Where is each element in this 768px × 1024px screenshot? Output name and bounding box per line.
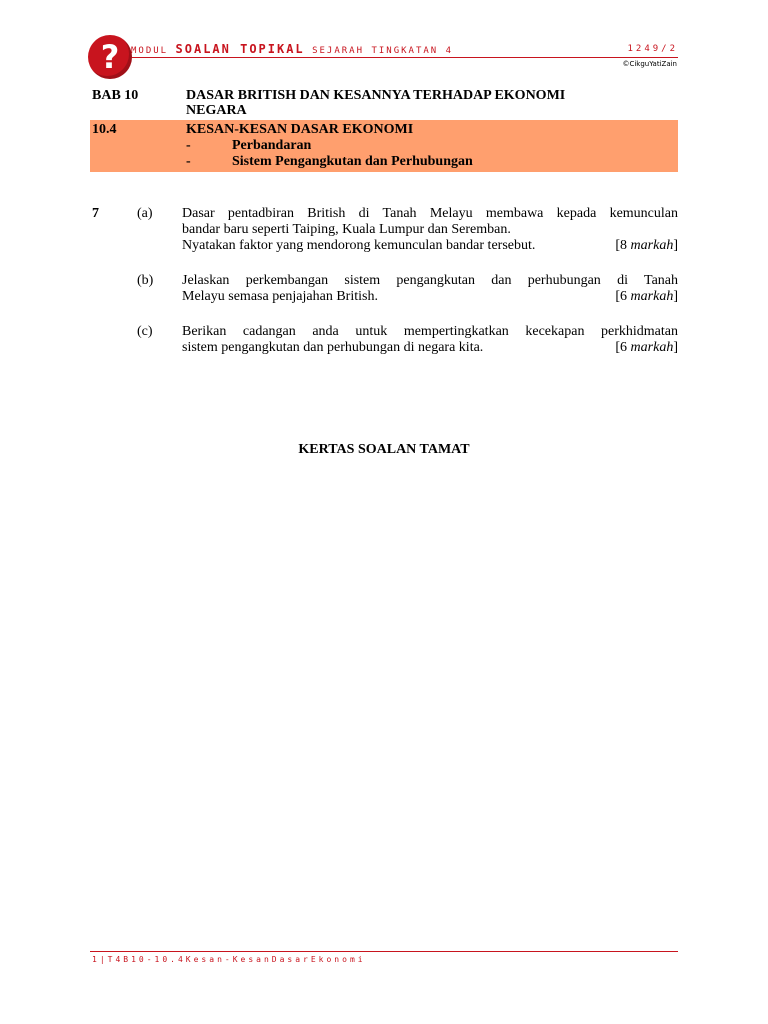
series-main-title: SOALAN TOPIKAL	[175, 42, 305, 56]
part-text-line	[182, 289, 678, 305]
part-text-line: Jelaskan perkembangan sistem pengangkutan dan perhubungan di Tanah	[182, 273, 678, 288]
chapter-title	[186, 88, 656, 118]
part-text-line	[182, 340, 678, 356]
series-subject: SEJARAH TINGKATAN 4	[312, 46, 454, 56]
section-highlight-box	[90, 120, 678, 172]
part-text-line: Dasar pentadbiran British di Tanah Melayu membawa kepada kemunculan	[182, 206, 678, 221]
series-prefix: MODUL	[131, 46, 169, 56]
marks-label: [8 markah]	[615, 238, 678, 253]
series-title	[131, 42, 453, 56]
part-text-line	[182, 238, 678, 254]
subtopic-dash: -	[186, 154, 191, 169]
question-part-b	[182, 273, 678, 305]
chapter-label: BAB 10	[92, 88, 139, 103]
section-title: KESAN-KESAN DASAR EKONOMI	[186, 122, 414, 137]
part-label: (b)	[137, 273, 154, 288]
question-mark-icon: ?	[88, 35, 132, 79]
subtopic-item: Perbandaran	[232, 138, 312, 153]
part-text-line: Berikan cadangan anda untuk mempertingkatkan kecekapan perkhidmatan	[182, 324, 678, 339]
end-of-paper-text: KERTAS SOALAN TAMAT	[298, 442, 470, 457]
part-instruction: Nyatakan faktor yang mendorong kemunculan bandar tersebut.	[182, 238, 536, 253]
question-part-c	[182, 324, 678, 356]
part-instruction: sistem pengangkutan dan perhubungan di negara kita.	[182, 340, 484, 355]
section-label: 10.4	[92, 122, 117, 137]
part-label: (a)	[137, 206, 153, 221]
paper-code: 1249/2	[627, 44, 678, 54]
part-instruction: Melayu semasa penjajahan British.	[182, 289, 378, 304]
question-number: 7	[92, 206, 99, 221]
marks-label: [6 markah]	[615, 289, 678, 304]
subtopic-dash: -	[186, 138, 191, 153]
subtopic-item: Sistem Pengangkutan dan Perhubungan	[232, 154, 473, 169]
question-part-a	[182, 206, 678, 254]
footer-text: 1|T4B10-10.4Kesan-KesanDasarEkonomi	[92, 955, 366, 964]
chapter-title-line2: NEGARA	[186, 103, 247, 118]
chapter-title-line1: DASAR BRITISH DAN KESANNYA TERHADAP EKONOMI	[186, 88, 566, 103]
part-label: (c)	[137, 324, 153, 339]
part-text-line: bandar baru seperti Taiping, Kuala Lumpur dan Seremban.	[182, 222, 511, 237]
marks-label: [6 markah]	[615, 340, 678, 355]
header-divider	[132, 57, 678, 58]
copyright-text: ©CikguYatiZain	[622, 60, 677, 68]
footer-divider	[90, 951, 678, 952]
